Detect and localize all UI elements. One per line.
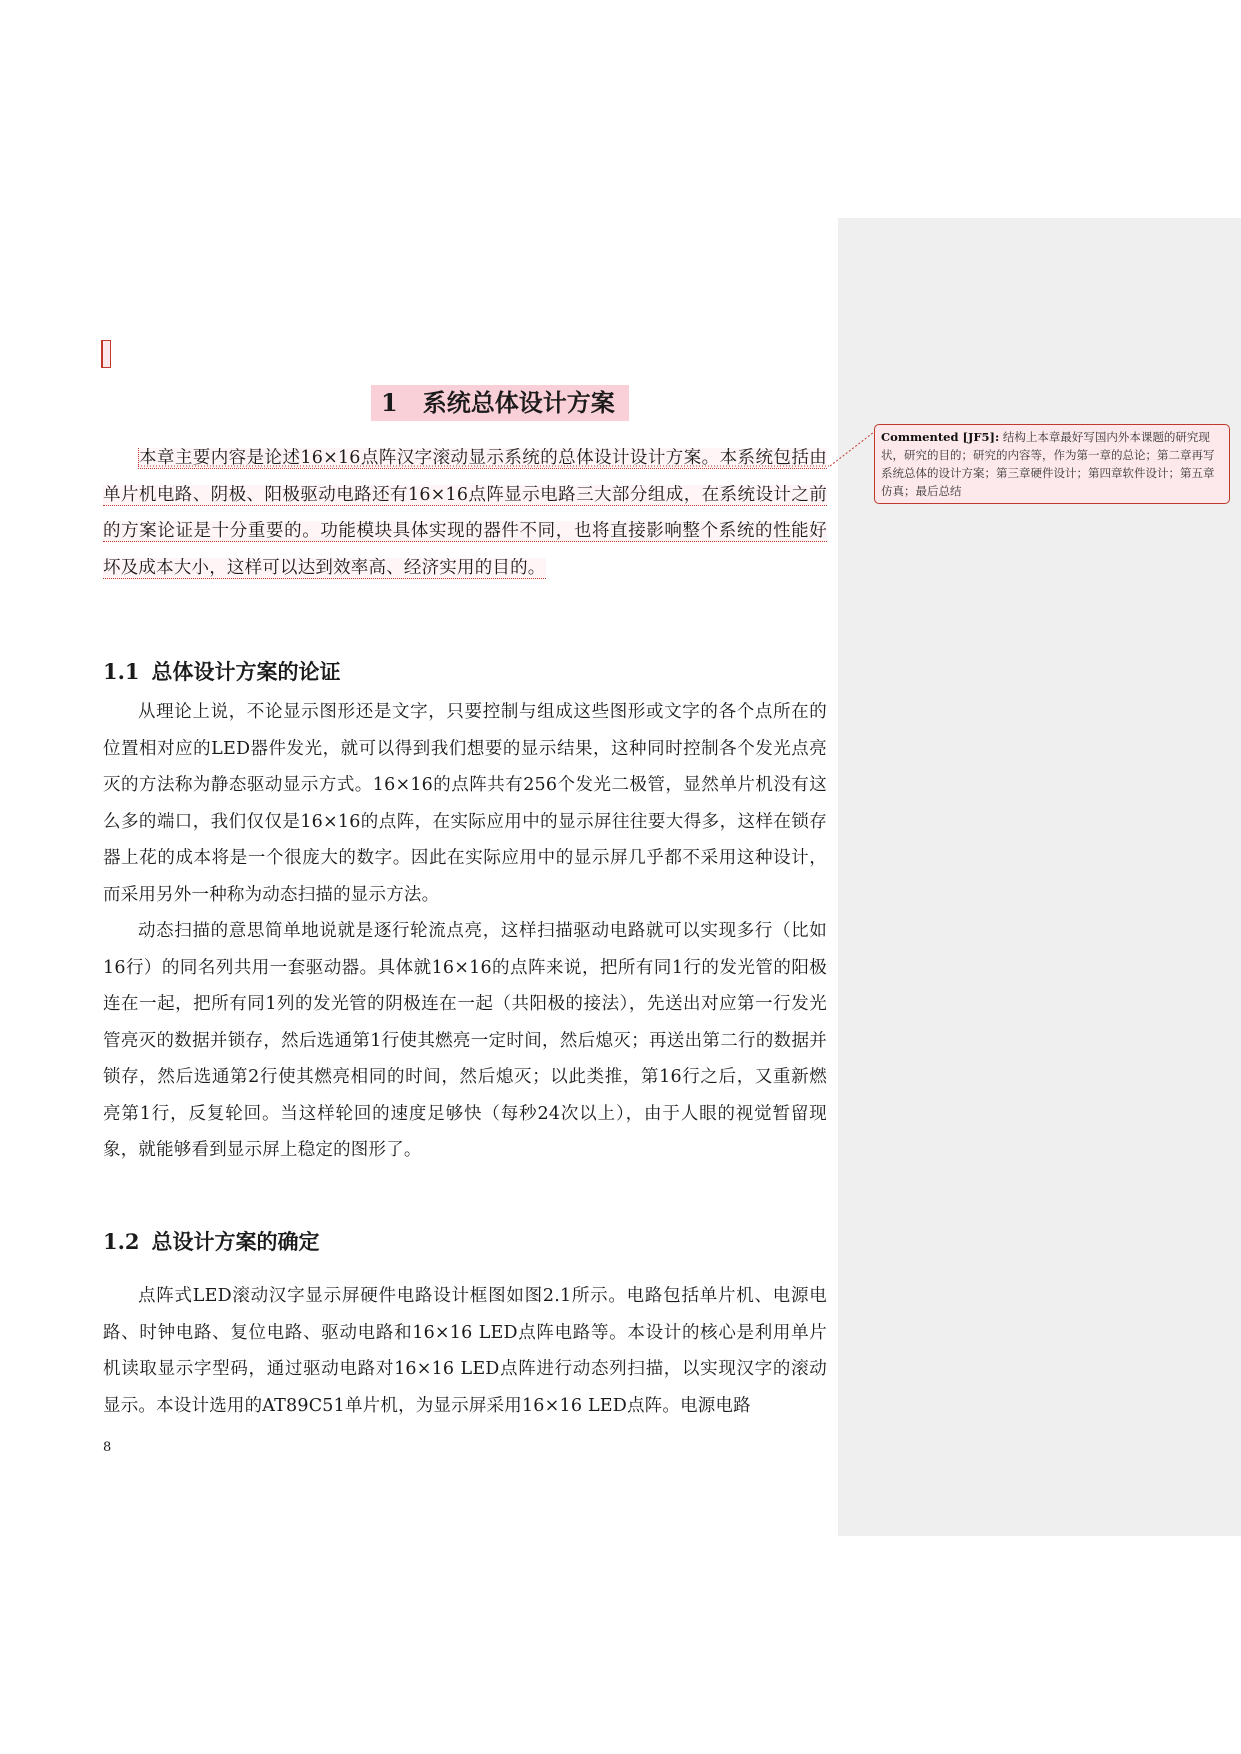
comment-author: Commented [JF5]: [881, 430, 1000, 444]
comment-text: 结构上本章最好写国内外本课题的研究现状，研究的目的；研究的内容等，作为第一章的总论；第二章再写系统总体的设计方案；第三章硬件设计；第四章软件设计；第五章仿真；最后总结 [881, 430, 1215, 498]
section-number: 1.2 [103, 1229, 140, 1254]
body-paragraph: 动态扫描的意思简单地说就是逐行轮流点亮，这样扫描驱动电路就可以实现多行（比如16行）的同名列共用一套驱动器。具体就16×16的点阵来说，把所有同1行的发光管的阳极连在一起，把所有同1列的发光管的阴极连在一起（共阳极的接法），先送出对应第一行发光管亮灭的数据并锁存，然后选通第1行使其燃亮一定时间，然后熄灭；再送出第二行的数据并锁存，然后选通第2行使其燃亮相同的时间，然后熄灭；以此类推，第16行之后，又重新燃亮第1行，反复轮回。当这样轮回的速度足够快（每秒24次以上），由于人眼的视觉暂留现象，就能够看到显示屏上稳定的图形了。 [103, 921, 827, 1160]
body-paragraph: 点阵式LED滚动汉字显示屏硬件电路设计框图如图2.1所示。电路包括单片机、电源电路、时钟电路、复位电路、驱动电路和16×16 LED点阵电路等。本设计的核心是利用单片机读取显示字型码，通过驱动电路对16×16 LED点阵进行动态列扫描，以实现汉字的滚动显示。本设计选用的AT89C51单片机，为显示屏采用16×16 LED点阵。电源电路 [103, 1286, 827, 1416]
page-number: 8 [103, 1440, 112, 1455]
intro-paragraph-text[interactable]: 本章主要内容是论述16×16点阵汉字滚动显示系统的总体设计设计方案。本系统包括由单片机电路、阴极、阳极驱动电路还有16×16点阵显示电路三大部分组成，在系统设计之前的方案论证是十分重要的。功能模块具体实现的器件不同，也将直接影响整个系统的性能好坏及成本大小，这样可以达到效率高、经济实用的目的。 [103, 448, 827, 578]
chapter-title-text: 系统总体设计方案 [422, 388, 615, 417]
section-number: 1.1 [103, 659, 140, 684]
body-paragraph: 从理论上说，不论显示图形还是文字，只要控制与组成这些图形或文字的各个点所在的位置相对应的LED器件发光，就可以得到我们想要的显示结果，这种同时控制各个发光点亮灭的方法称为静态驱动显示方式。16×16的点阵共有256个发光二极管，显然单片机没有这么多的端口，我们仅仅是16×16的点阵，在实际应用中的显示屏往往要大得多，这样在锁存器上花的成本将是一个很庞大的数字。因此在实际应用中的显示屏几乎都不采用这种设计，而采用另外一种称为动态扫描的显示方法。 [103, 702, 827, 905]
chapter-number: 1 [381, 388, 398, 417]
comment-balloon[interactable] [874, 424, 1230, 504]
section-title: 总设计方案的确定 [151, 1229, 320, 1254]
section-title: 总体设计方案的论证 [151, 659, 341, 684]
